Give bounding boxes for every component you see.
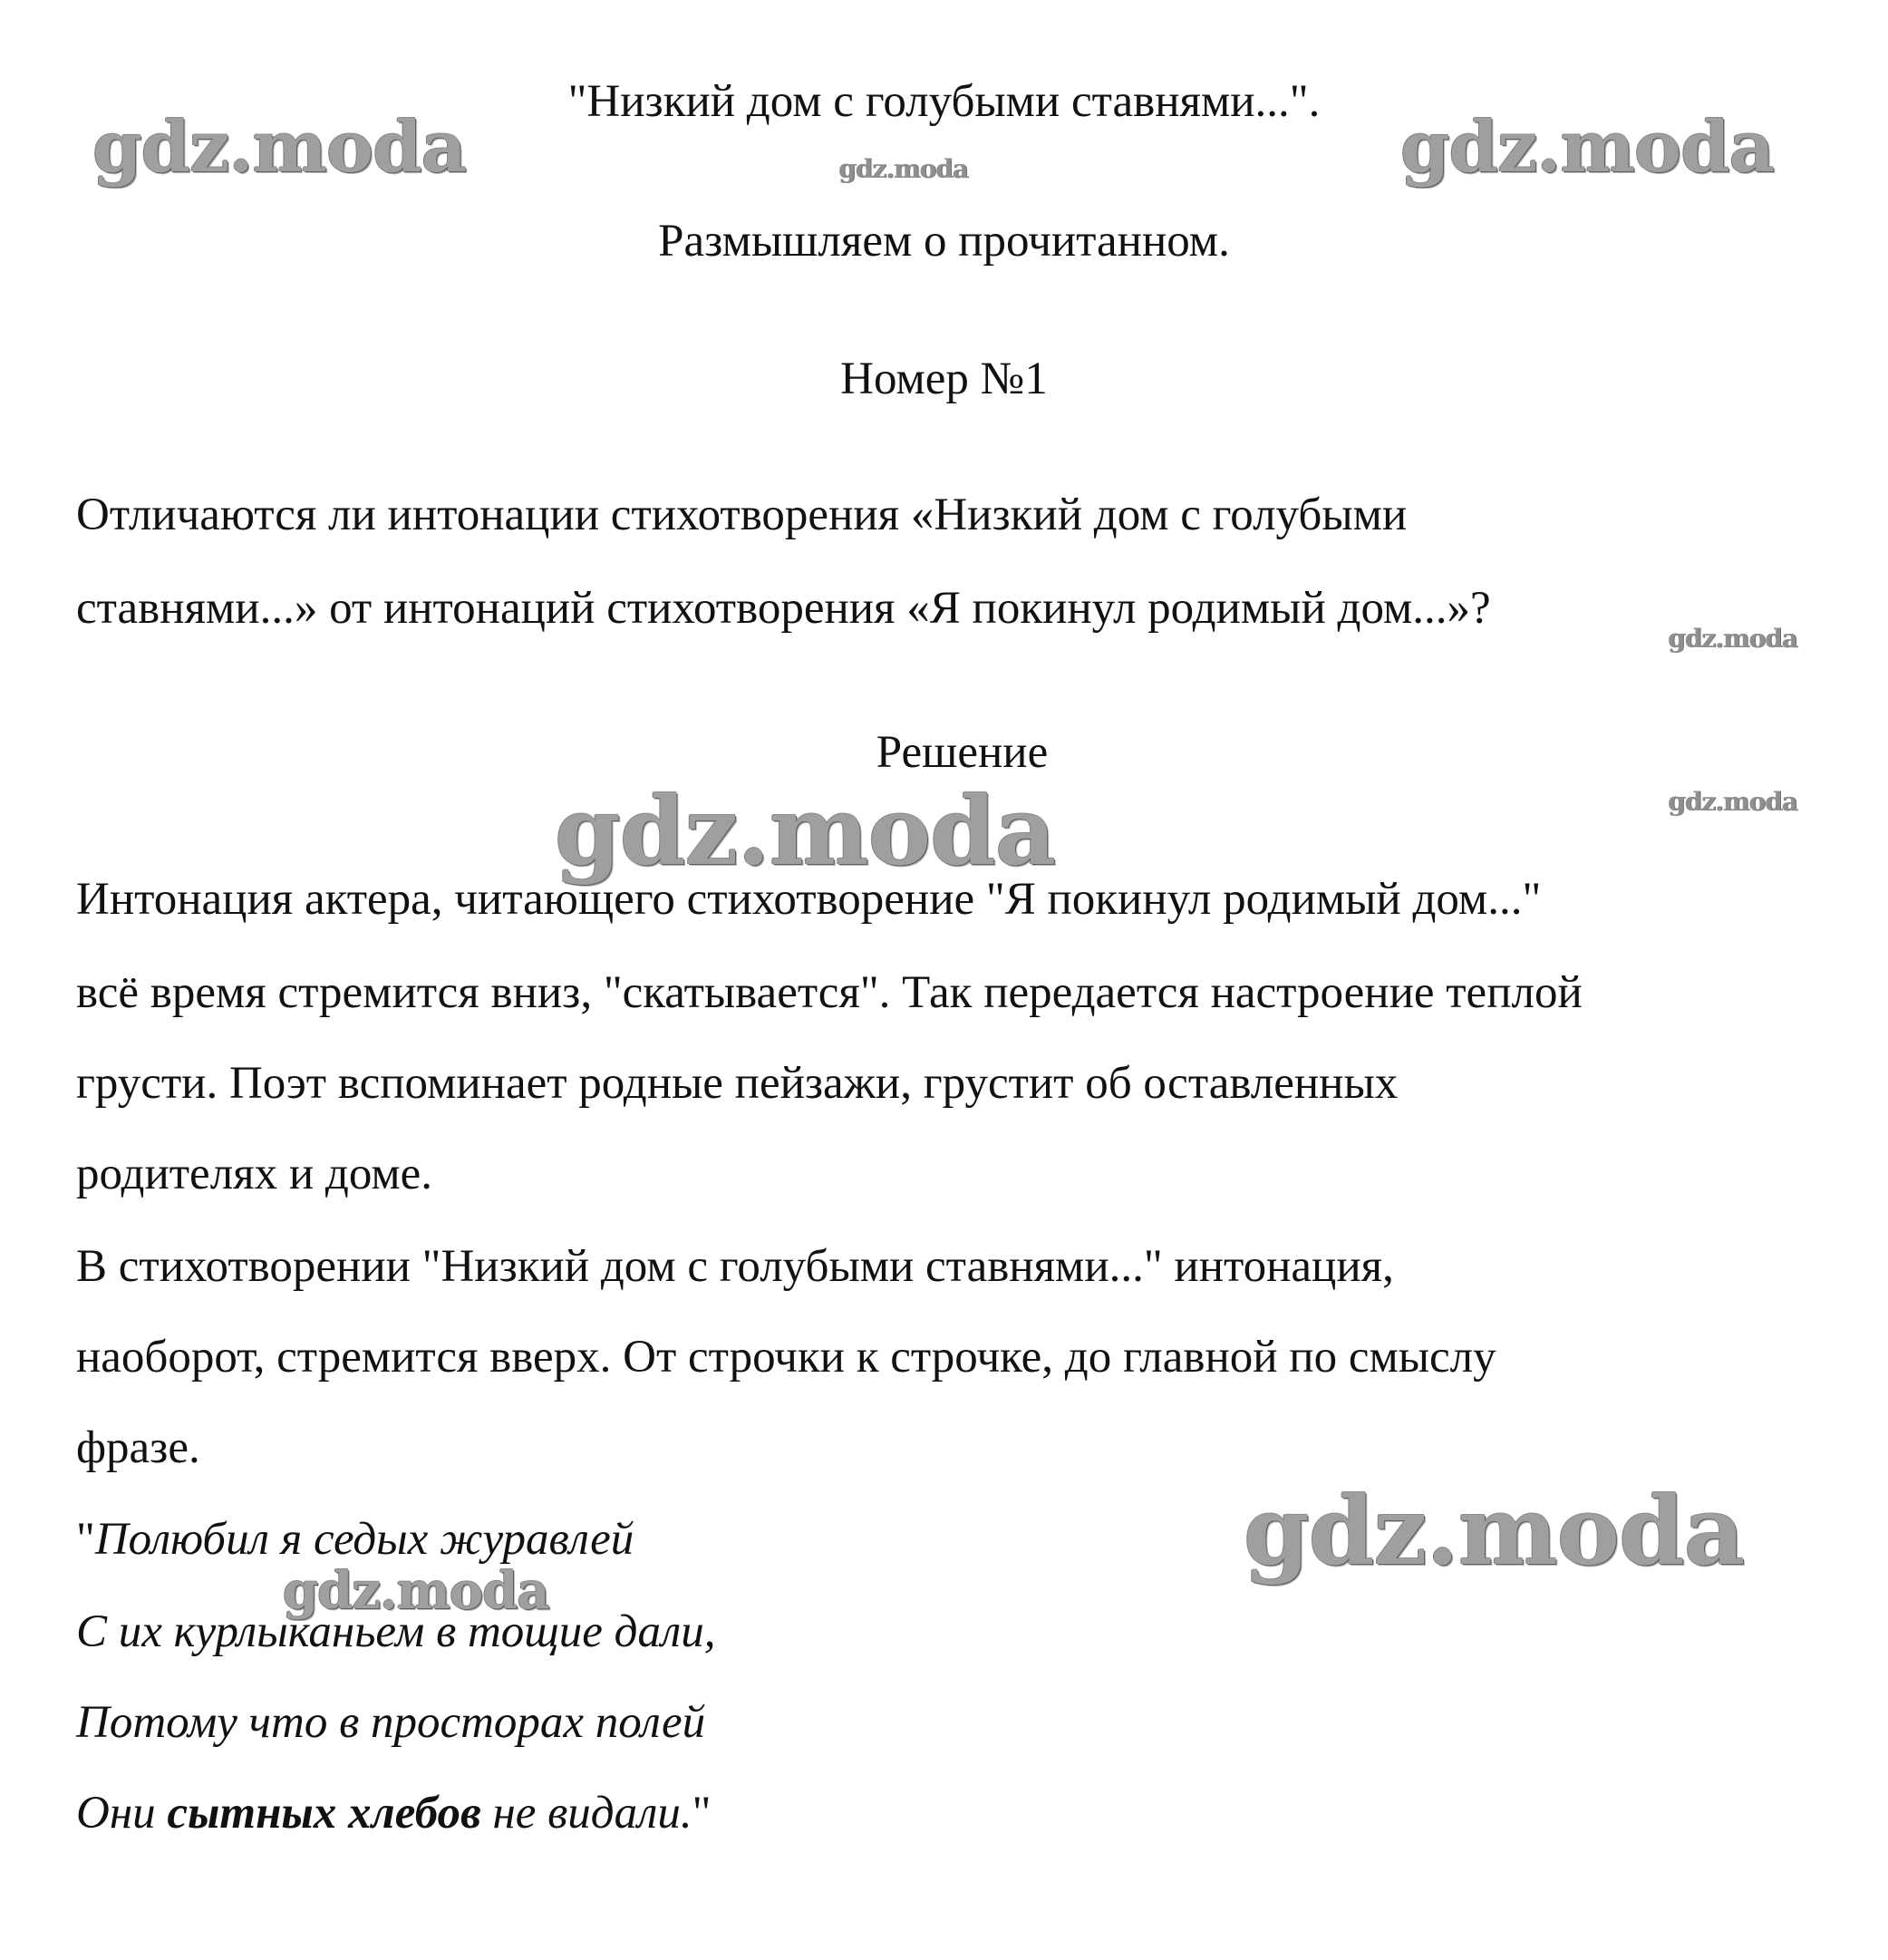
quote-line-4 (76, 1786, 711, 1840)
watermark-bottom-left: gdz.moda (283, 1561, 549, 1621)
quote-line-3: Потому что в просторах полей (76, 1697, 706, 1748)
quote-open-mark: " (76, 1514, 95, 1565)
quote-line-1 (76, 1512, 634, 1567)
watermark-center-large: gdz.moda (555, 775, 1056, 887)
watermark-top-center-small: gdz.moda (838, 154, 968, 184)
question-line-1: Отличаются ли интонации стихотворения «Низкий дом с голубыми (76, 490, 1408, 540)
watermark-bottom-right: gdz.moda (1244, 1475, 1745, 1586)
answer-line-6: наоборот, стремится вверх. От строчки к строчке, до главной по смыслу (76, 1332, 1496, 1383)
document-title: "Низкий дом с голубыми ставнями...". (567, 76, 1321, 127)
answer-line-4: родителях и доме. (76, 1149, 433, 1199)
answer-line-5: В стихотворении "Низкий дом с голубыми ставнями..." интонация, (76, 1241, 1394, 1292)
watermark-top-left: gdz.moda (92, 106, 467, 189)
answer-line-7: фразе. (76, 1422, 200, 1473)
quote-close-mark: " (692, 1788, 712, 1839)
question-line-2: ставнями...» от интонаций стихотворения «Я покинул родимый дом...»? (76, 583, 1491, 634)
answer-line-3: грусти. Поэт вспоминает родные пейзажи, грустит об оставленных (76, 1058, 1399, 1109)
quote-line-4-start: Они (76, 1788, 168, 1839)
answer-line-2: всё время стремится вниз, "скатывается". Так передается настроение теплой (76, 967, 1583, 1018)
watermark-right-small-2: gdz.moda (1668, 787, 1797, 817)
section-heading: Размышляем о прочитанном. (658, 216, 1230, 267)
quote-line-4-end: не видали. (480, 1788, 692, 1839)
quote-line-1-text: Полюбил я седых журавлей (94, 1514, 634, 1565)
task-number: Номер №1 (840, 354, 1048, 404)
quote-line-2: С их курлыканьем в тощие дали, (76, 1606, 716, 1657)
quote-line-4-bold: сытных хлебов (167, 1788, 481, 1839)
answer-line-1: Интонация актера, читающего стихотворение "Я покинул родимый дом..." (76, 874, 1542, 925)
solution-heading: Решение (876, 727, 1049, 778)
watermark-top-right: gdz.moda (1400, 106, 1775, 189)
watermark-right-small-1: gdz.moda (1668, 624, 1797, 654)
